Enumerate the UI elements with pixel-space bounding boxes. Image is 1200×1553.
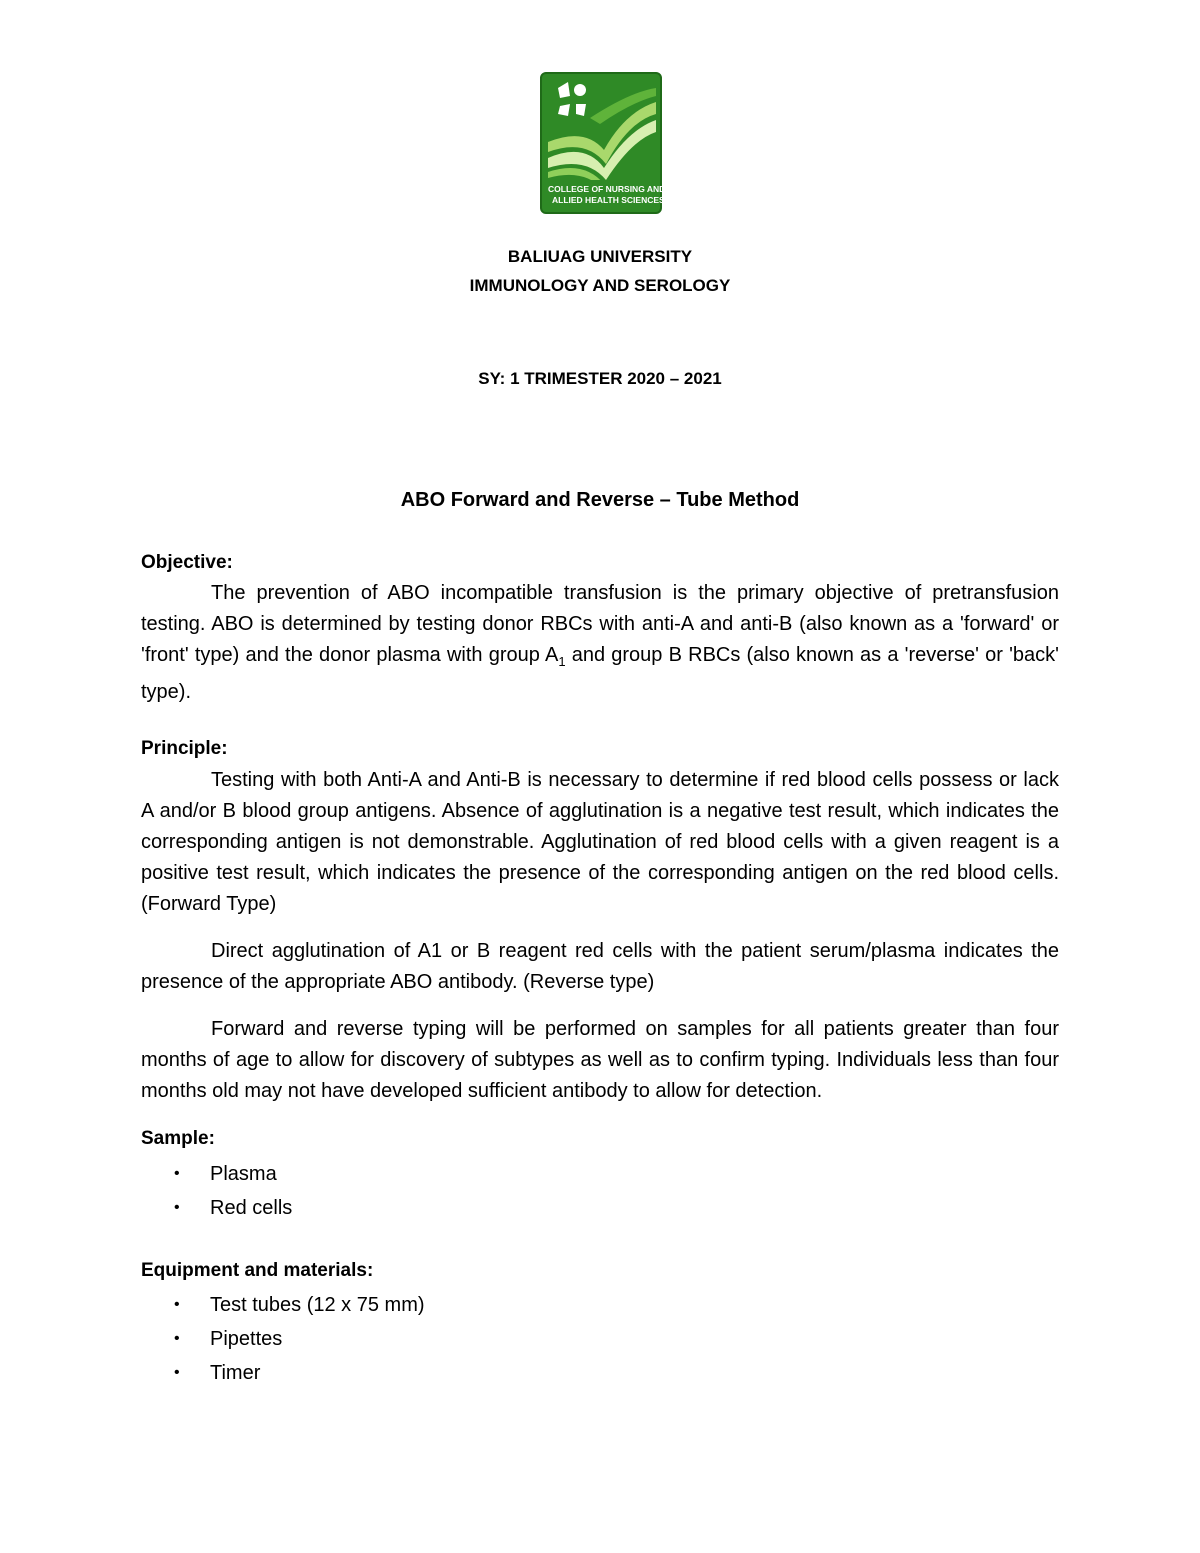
principle-paragraph-2	[141, 936, 1059, 998]
bullet-icon: •	[174, 1364, 180, 1381]
sample-heading: Sample:	[141, 1128, 215, 1149]
bullet-icon: •	[174, 1199, 180, 1216]
objective-paragraph	[141, 578, 1059, 708]
objective-text-part2: and group B RBCs (also known as a 'reverse' or 'back' type).	[141, 644, 1059, 703]
list-item	[141, 1322, 425, 1356]
sample-list	[141, 1157, 292, 1225]
course-name: IMMUNOLOGY AND SEROLOGY	[469, 276, 731, 295]
principle-text-1: Testing with both Anti-A and Anti-B is necessary to determine if red blood cells possess or lack A and/or B blood group antigens. Absence of agglutination is a negative test result, which indicates the corresponding antigen is not demonstrable. Agglutination of red blood cells with a given reagent is a positive test result, which indicates the presence of the corresponding antigen on the red blood cells. (Forward Type)	[141, 769, 1059, 915]
objective-subscript: 1	[558, 654, 566, 669]
principle-paragraph-1	[141, 765, 1059, 920]
logo-text-line1: COLLEGE OF NURSING AND	[548, 184, 662, 194]
document-title: ABO Forward and Reverse – Tube Method	[400, 489, 800, 511]
equipment-item-test-tubes: Test tubes (12 x 75 mm)	[210, 1294, 425, 1316]
equipment-item-pipettes: Pipettes	[210, 1328, 283, 1350]
equipment-list	[141, 1288, 425, 1390]
equipment-item-timer: Timer	[210, 1362, 261, 1384]
principle-paragraph-3	[141, 1014, 1059, 1107]
sample-item-red-cells: Red cells	[210, 1197, 293, 1219]
bullet-icon: •	[174, 1165, 180, 1182]
school-year: SY: 1 TRIMESTER 2020 – 2021	[478, 369, 722, 388]
logo-text-line2: ALLIED HEALTH SCIENCES	[552, 195, 662, 205]
sample-item-plasma: Plasma	[210, 1163, 277, 1185]
list-item	[141, 1356, 425, 1390]
equipment-heading: Equipment and materials:	[141, 1260, 374, 1281]
principle-text-2: Direct agglutination of A1 or B reagent red cells with the patient serum/plasma indicates the presence of the appropriate ABO antibody. (Reverse type)	[141, 940, 1059, 993]
list-item	[141, 1288, 425, 1322]
objective-text-part1: The prevention of ABO incompatible transfusion is the primary objective of pretransfusion testing. ABO is determined by testing donor RBCs with anti-A and anti-B (also known as a 'forward' or 'front' type) and the donor plasma with group A	[141, 582, 1059, 666]
principle-text-3: Forward and reverse typing will be performed on samples for all patients greater than four months of age to allow for discovery of subtypes as well as to confirm typing. Individuals less than four months old may not have developed sufficient antibody to allow for detection.	[141, 1018, 1059, 1102]
list-item	[141, 1191, 292, 1225]
college-logo	[540, 72, 662, 214]
objective-heading: Objective:	[141, 552, 233, 573]
principle-heading: Principle:	[141, 738, 228, 759]
bullet-icon: •	[174, 1296, 180, 1313]
list-item	[141, 1157, 292, 1191]
bullet-icon: •	[174, 1330, 180, 1347]
university-name: BALIUAG UNIVERSITY	[507, 247, 693, 266]
